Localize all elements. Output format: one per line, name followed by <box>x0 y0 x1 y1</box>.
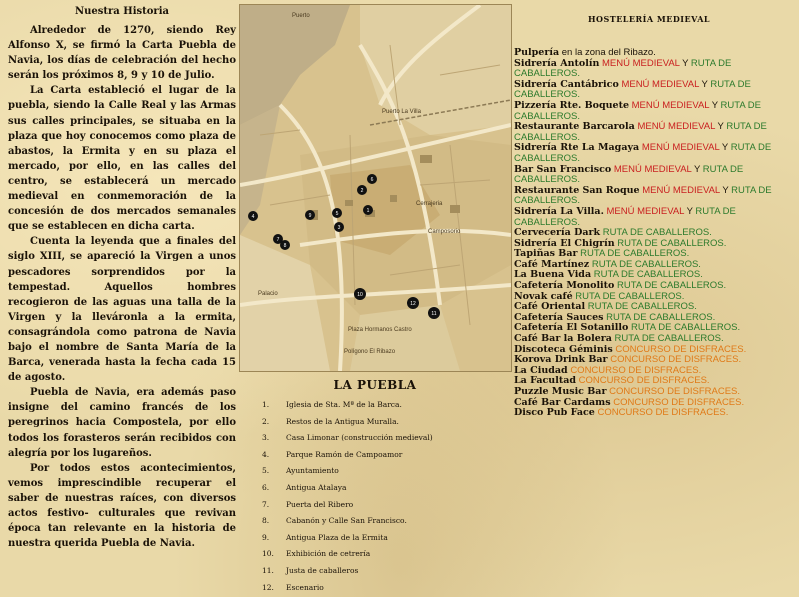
map-label-cerrajeria: Cerrajeria <box>416 201 443 207</box>
map-marker-8 <box>280 240 290 250</box>
venue-and: Y <box>684 205 696 217</box>
puebla-item-number: 1. <box>262 400 270 409</box>
puebla-item-text: Casa Limonar (construcción medieval) <box>286 433 433 443</box>
venue-dot: . <box>681 290 685 302</box>
map-marker-9 <box>305 210 315 220</box>
puebla-item-text: Parque Ramón de Campoamor <box>286 449 403 459</box>
venue-dot: . <box>721 333 724 345</box>
venue-dot: . <box>741 396 745 408</box>
history-paragraph: Por todos estos acontecimientos, vemos imprescindible recuperar el saber de nuestras raíces, con diversos actos festivo- culturales que revivan época tan relevante en la historia de nuestra querida Puebla de Navia. <box>8 462 236 550</box>
venue-dot: . <box>577 68 581 80</box>
history-paragraph: Alrededor de 1270, siendo Rey Alfonso X, se firmó la Carta Puebla de Navia, los días de celebración del hecho serán los próximos 8, 9 y 10 de Julio. <box>8 25 236 82</box>
puebla-item-text: Justa de caballeros <box>286 565 359 575</box>
puebla-item <box>262 530 512 547</box>
venue-dot: . <box>577 131 581 143</box>
venue-name: Café Oriental <box>514 301 586 313</box>
menu-medieval-tag: MENÚ MEDIEVAL <box>621 78 700 90</box>
venue-name: Sidrería Antolín <box>514 57 600 69</box>
puebla-item-number: 5. <box>262 466 270 476</box>
venue-name: Sidrería Cantábrico <box>514 78 619 90</box>
concurso-disfraces-tag: CONCURSO DE DISFRACES <box>615 343 744 355</box>
puebla-item <box>262 513 512 530</box>
venue-name: Bar San Francisco <box>514 163 612 175</box>
puebla-item-number: 7. <box>262 499 270 509</box>
venue-and: Y <box>699 78 711 90</box>
venue-name: Tapiñas Bar <box>514 248 578 260</box>
ruta-caballeros-tag: RUTA DE CABALLEROS <box>514 121 767 143</box>
puebla-item-number: 10. <box>262 549 274 559</box>
menu-medieval-tag: MENÚ MEDIEVAL <box>642 184 720 196</box>
puebla-title: LA PUEBLA <box>333 378 417 392</box>
ruta-caballeros-tag: RUTA DE CABALLEROS <box>514 57 732 80</box>
map-marker-10 <box>354 288 366 300</box>
concurso-disfraces-tag: CONCURSO DE DISFRACES <box>610 354 739 366</box>
map-marker-1 <box>363 205 373 215</box>
puebla-item-text: Ayuntamiento <box>286 466 339 476</box>
venue-item <box>514 80 784 101</box>
venue-dot: . <box>743 343 747 355</box>
svg-text:10: 10 <box>357 292 363 298</box>
map-marker-3 <box>334 222 344 232</box>
map-label-plaza: Plaza Hormanos Castro <box>348 327 412 333</box>
svg-text:8: 8 <box>283 243 287 249</box>
hosteleria-title: HOSTELERÍA MEDIEVAL <box>587 14 711 24</box>
ruta-caballeros-tag: RUTA DE CABALLEROS <box>575 290 682 302</box>
svg-text:9: 9 <box>308 213 312 219</box>
venue-and: Y <box>715 121 727 133</box>
ruta-caballeros-tag: RUTA DE CABALLEROS <box>587 301 695 313</box>
map-marker-4 <box>248 211 258 221</box>
venue-and: Y <box>719 142 731 154</box>
puebla-item-text: Restos de la Antigua Muralla. <box>286 416 399 426</box>
venue-dot: . <box>712 311 716 323</box>
venue-item <box>514 186 784 207</box>
venue-and: Y <box>691 163 703 175</box>
venue-name: Korova Drink Bar <box>514 354 608 366</box>
venue-item <box>514 207 784 228</box>
venue-and: Y <box>679 57 691 69</box>
venue-and: Y <box>709 99 721 111</box>
history-paragraph: Cuenta la leyenda que a finales del siglo XIII, se apareció la Virgen a unos pescadores sorprendidos por la tempestad. Aquellos hombres recogieron de las aguas una talla de la Virgen y la lleváronla a la ermita, consagrándola como patrona de Navia bajo el nombre de Santa María de la Barca, venerada hasta la fecha cada 15 de agosto. <box>8 236 236 384</box>
venue-name: Café Bar Cardams <box>514 396 611 408</box>
venue-name: Discoteca Géminis <box>514 343 613 355</box>
puebla-item <box>262 414 512 431</box>
puebla-item <box>262 430 512 447</box>
concurso-disfraces-tag: CONCURSO DE DISFRACES <box>613 396 742 408</box>
venue-name: La Ciudad <box>514 364 568 376</box>
ruta-caballeros-tag: RUTA DE CABALLEROS <box>591 258 699 270</box>
ruta-caballeros-tag: RUTA DE CABALLEROS <box>514 184 772 207</box>
ruta-caballeros-tag: RUTA DE CABALLEROS <box>602 227 710 239</box>
puebla-item-text: Escenario <box>286 582 324 592</box>
svg-text:1: 1 <box>366 208 370 214</box>
svg-text:12: 12 <box>410 301 416 307</box>
map-label-puerto-la-villa: Puerto La Villa <box>382 109 421 115</box>
map-label-puerto: Puerto <box>292 13 310 19</box>
venue-dot: . <box>698 364 702 376</box>
puebla-legend <box>262 397 512 596</box>
venue-dot: . <box>738 354 742 366</box>
venue-name: Restaurante San Roque <box>514 184 640 196</box>
menu-medieval-tag: MENÚ MEDIEVAL <box>606 205 685 217</box>
puebla-item <box>262 447 512 464</box>
venue-name: Cafetería Monolito <box>514 280 615 292</box>
venue-dot: . <box>577 174 581 186</box>
puebla-item-number: 4. <box>262 449 270 459</box>
venue-name: Cafetería Sauces <box>514 311 604 323</box>
ruta-caballeros-tag: RUTA DE CABALLEROS <box>514 163 744 186</box>
map-marker-12 <box>407 297 419 309</box>
map-graphic <box>240 5 511 371</box>
ruta-caballeros-tag: RUTA DE CABALLEROS <box>514 142 772 164</box>
venue-name: La Buena Vida <box>514 269 592 281</box>
ruta-caballeros-tag: RUTA DE CABALLEROS <box>514 99 761 122</box>
svg-text:6: 6 <box>370 177 374 183</box>
puebla-item <box>262 480 512 497</box>
venue-dot: . <box>723 237 727 249</box>
venue-dot: . <box>723 280 727 292</box>
venue-dot: . <box>577 89 581 101</box>
menu-medieval-tag: MENÚ MEDIEVAL <box>641 142 720 154</box>
puebla-item-number: 8. <box>262 516 270 526</box>
menu-medieval-tag: MENÚ MEDIEVAL <box>631 99 710 111</box>
ruta-caballeros-tag: RUTA DE CABALLEROS <box>514 205 736 228</box>
hosteleria-column <box>514 14 784 419</box>
concurso-disfraces-tag: CONCURSO DE DISFRACES <box>609 386 738 397</box>
ruta-caballeros-tag: RUTA DE CABALLEROS <box>617 280 724 292</box>
svg-text:5: 5 <box>335 211 339 217</box>
venue-dot: . <box>737 322 741 334</box>
town-map <box>239 4 512 372</box>
venue-name: Cafetería El Sotanillo <box>514 322 629 334</box>
map-label-palacio: Palacio <box>258 291 278 297</box>
venue-dot: . <box>577 152 581 164</box>
puebla-item-number: 6. <box>262 482 270 492</box>
venue-dot: . <box>737 386 741 397</box>
svg-text:11: 11 <box>431 311 437 317</box>
puebla-item <box>262 580 512 597</box>
venue-item <box>514 143 784 164</box>
history-text <box>8 23 236 551</box>
venue-name: Pizzería Rte. Boquete <box>514 99 629 111</box>
venue-name: Pulpería <box>514 47 560 58</box>
history-paragraph: Puebla de Navia, era además paso insigne del camino francés de los peregrinos hacia Compostela, por ello todos los forasteros serán recibidos con alegría por los lugareños. <box>8 387 236 459</box>
puebla-item-text: Antigua Atalaya <box>286 482 347 492</box>
venue-dot: . <box>725 407 729 419</box>
venue-item <box>514 101 784 122</box>
venue-and: Y <box>719 184 732 196</box>
venue-dot: . <box>700 269 703 281</box>
venue-name: Cervecería Dark <box>514 227 601 239</box>
venue-dot: . <box>577 110 581 122</box>
venue-name: Puzzle Music Bar <box>514 386 607 397</box>
puebla-item <box>262 563 512 580</box>
ruta-caballeros-tag: RUTA DE CABALLEROS <box>514 78 751 101</box>
venue-name: Disco Pub Face <box>514 407 595 419</box>
map-marker-11 <box>428 307 440 319</box>
hosteleria-list <box>514 48 784 419</box>
map-label-poligono: Polígono El Ribazo <box>344 349 396 355</box>
puebla-item <box>262 463 512 480</box>
puebla-item-number: 11. <box>262 565 274 575</box>
svg-text:2: 2 <box>360 188 364 194</box>
puebla-item-number: 12. <box>262 582 274 592</box>
puebla-item-number: 3. <box>262 433 270 443</box>
ruta-caballeros-tag: RUTA DE CABALLEROS <box>614 333 722 345</box>
venue-item <box>514 59 784 80</box>
svg-text:4: 4 <box>251 214 255 220</box>
ruta-caballeros-tag: RUTA DE CABALLEROS <box>580 248 687 260</box>
map-marker-5 <box>332 208 342 218</box>
ruta-caballeros-tag: RUTA DE CABALLEROS <box>593 269 701 281</box>
venue-item <box>514 408 784 419</box>
history-title: Nuestra Historia <box>75 6 169 17</box>
map-label-camposorio: Camposorio <box>428 229 461 235</box>
puebla-item-text: Exhibición de cetrería <box>286 549 371 559</box>
venue-item <box>514 165 784 186</box>
venue-dot: . <box>694 301 697 313</box>
ruta-caballeros-tag: RUTA DE CABALLEROS <box>630 322 738 334</box>
map-marker-2 <box>357 185 367 195</box>
venue-dot: . <box>706 375 710 387</box>
venue-name: Sidrería Rte La Magaya <box>514 142 640 154</box>
venue-dot: . <box>698 258 701 270</box>
concurso-disfraces-tag: CONCURSO DE DISFRACES <box>597 407 726 419</box>
venue-name: Sidrería El Chigrín <box>514 237 615 249</box>
venue-dot: . <box>686 248 690 260</box>
puebla-item-text: Cabanón y Calle San Francisco. <box>286 516 407 526</box>
venue-name: La Facultad <box>514 375 577 387</box>
puebla-item-text: Puerta del Ribero <box>286 499 354 509</box>
puebla-item-number: 9. <box>262 532 270 542</box>
venue-item <box>514 122 784 143</box>
menu-medieval-tag: MENÚ MEDIEVAL <box>602 57 680 69</box>
svg-text:3: 3 <box>337 225 341 231</box>
puebla-item-text: Antigua Plaza de la Ermita <box>286 532 388 542</box>
svg-text:7: 7 <box>276 237 280 243</box>
menu-medieval-tag: MENÚ MEDIEVAL <box>613 163 692 175</box>
puebla-item <box>262 546 512 563</box>
venue-dot: . <box>709 227 712 239</box>
venue-name: Café Martínez <box>514 258 590 270</box>
history-column <box>8 6 236 551</box>
menu-medieval-tag: MENÚ MEDIEVAL <box>637 121 716 133</box>
puebla-item <box>262 397 512 414</box>
venue-dot: . <box>577 216 581 228</box>
venue-name: Restaurante Barcarola <box>514 121 635 133</box>
puebla-item <box>262 497 512 514</box>
history-paragraph: La Carta estableció el lugar de la puebla, siendo la Calle Real y las Armas sus calles principales, se situaba en la plaza que hoy conocemos como plaza de abastos, la Ermita y en su plaza el mercado, por ello, en las calles del centro, se establecerá un mercado medieval en conmemoración de la concesión de dos mercados semanales que se establecen en dicha carta. <box>8 85 236 233</box>
concurso-disfraces-tag: CONCURSO DE DISFRACES <box>578 375 707 387</box>
ruta-caballeros-tag: RUTA DE CABALLEROS <box>617 237 724 249</box>
venue-name: Novak café <box>514 290 573 302</box>
ruta-caballeros-tag: RUTA DE CABALLEROS <box>606 311 713 323</box>
venue-note: en la zona del Ribazo. <box>559 47 656 58</box>
map-marker-6 <box>367 174 377 184</box>
concurso-disfraces-tag: CONCURSO DE DISFRACES <box>570 364 699 376</box>
puebla-item-number: 2. <box>262 416 270 426</box>
venue-dot: . <box>577 195 581 207</box>
venue-name: Sidrería La Villa. <box>514 205 604 217</box>
puebla-item-text: Iglesia de Sta. Mª de la Barca. <box>286 400 402 409</box>
venue-name: Café Bar la Bolera <box>514 333 612 345</box>
